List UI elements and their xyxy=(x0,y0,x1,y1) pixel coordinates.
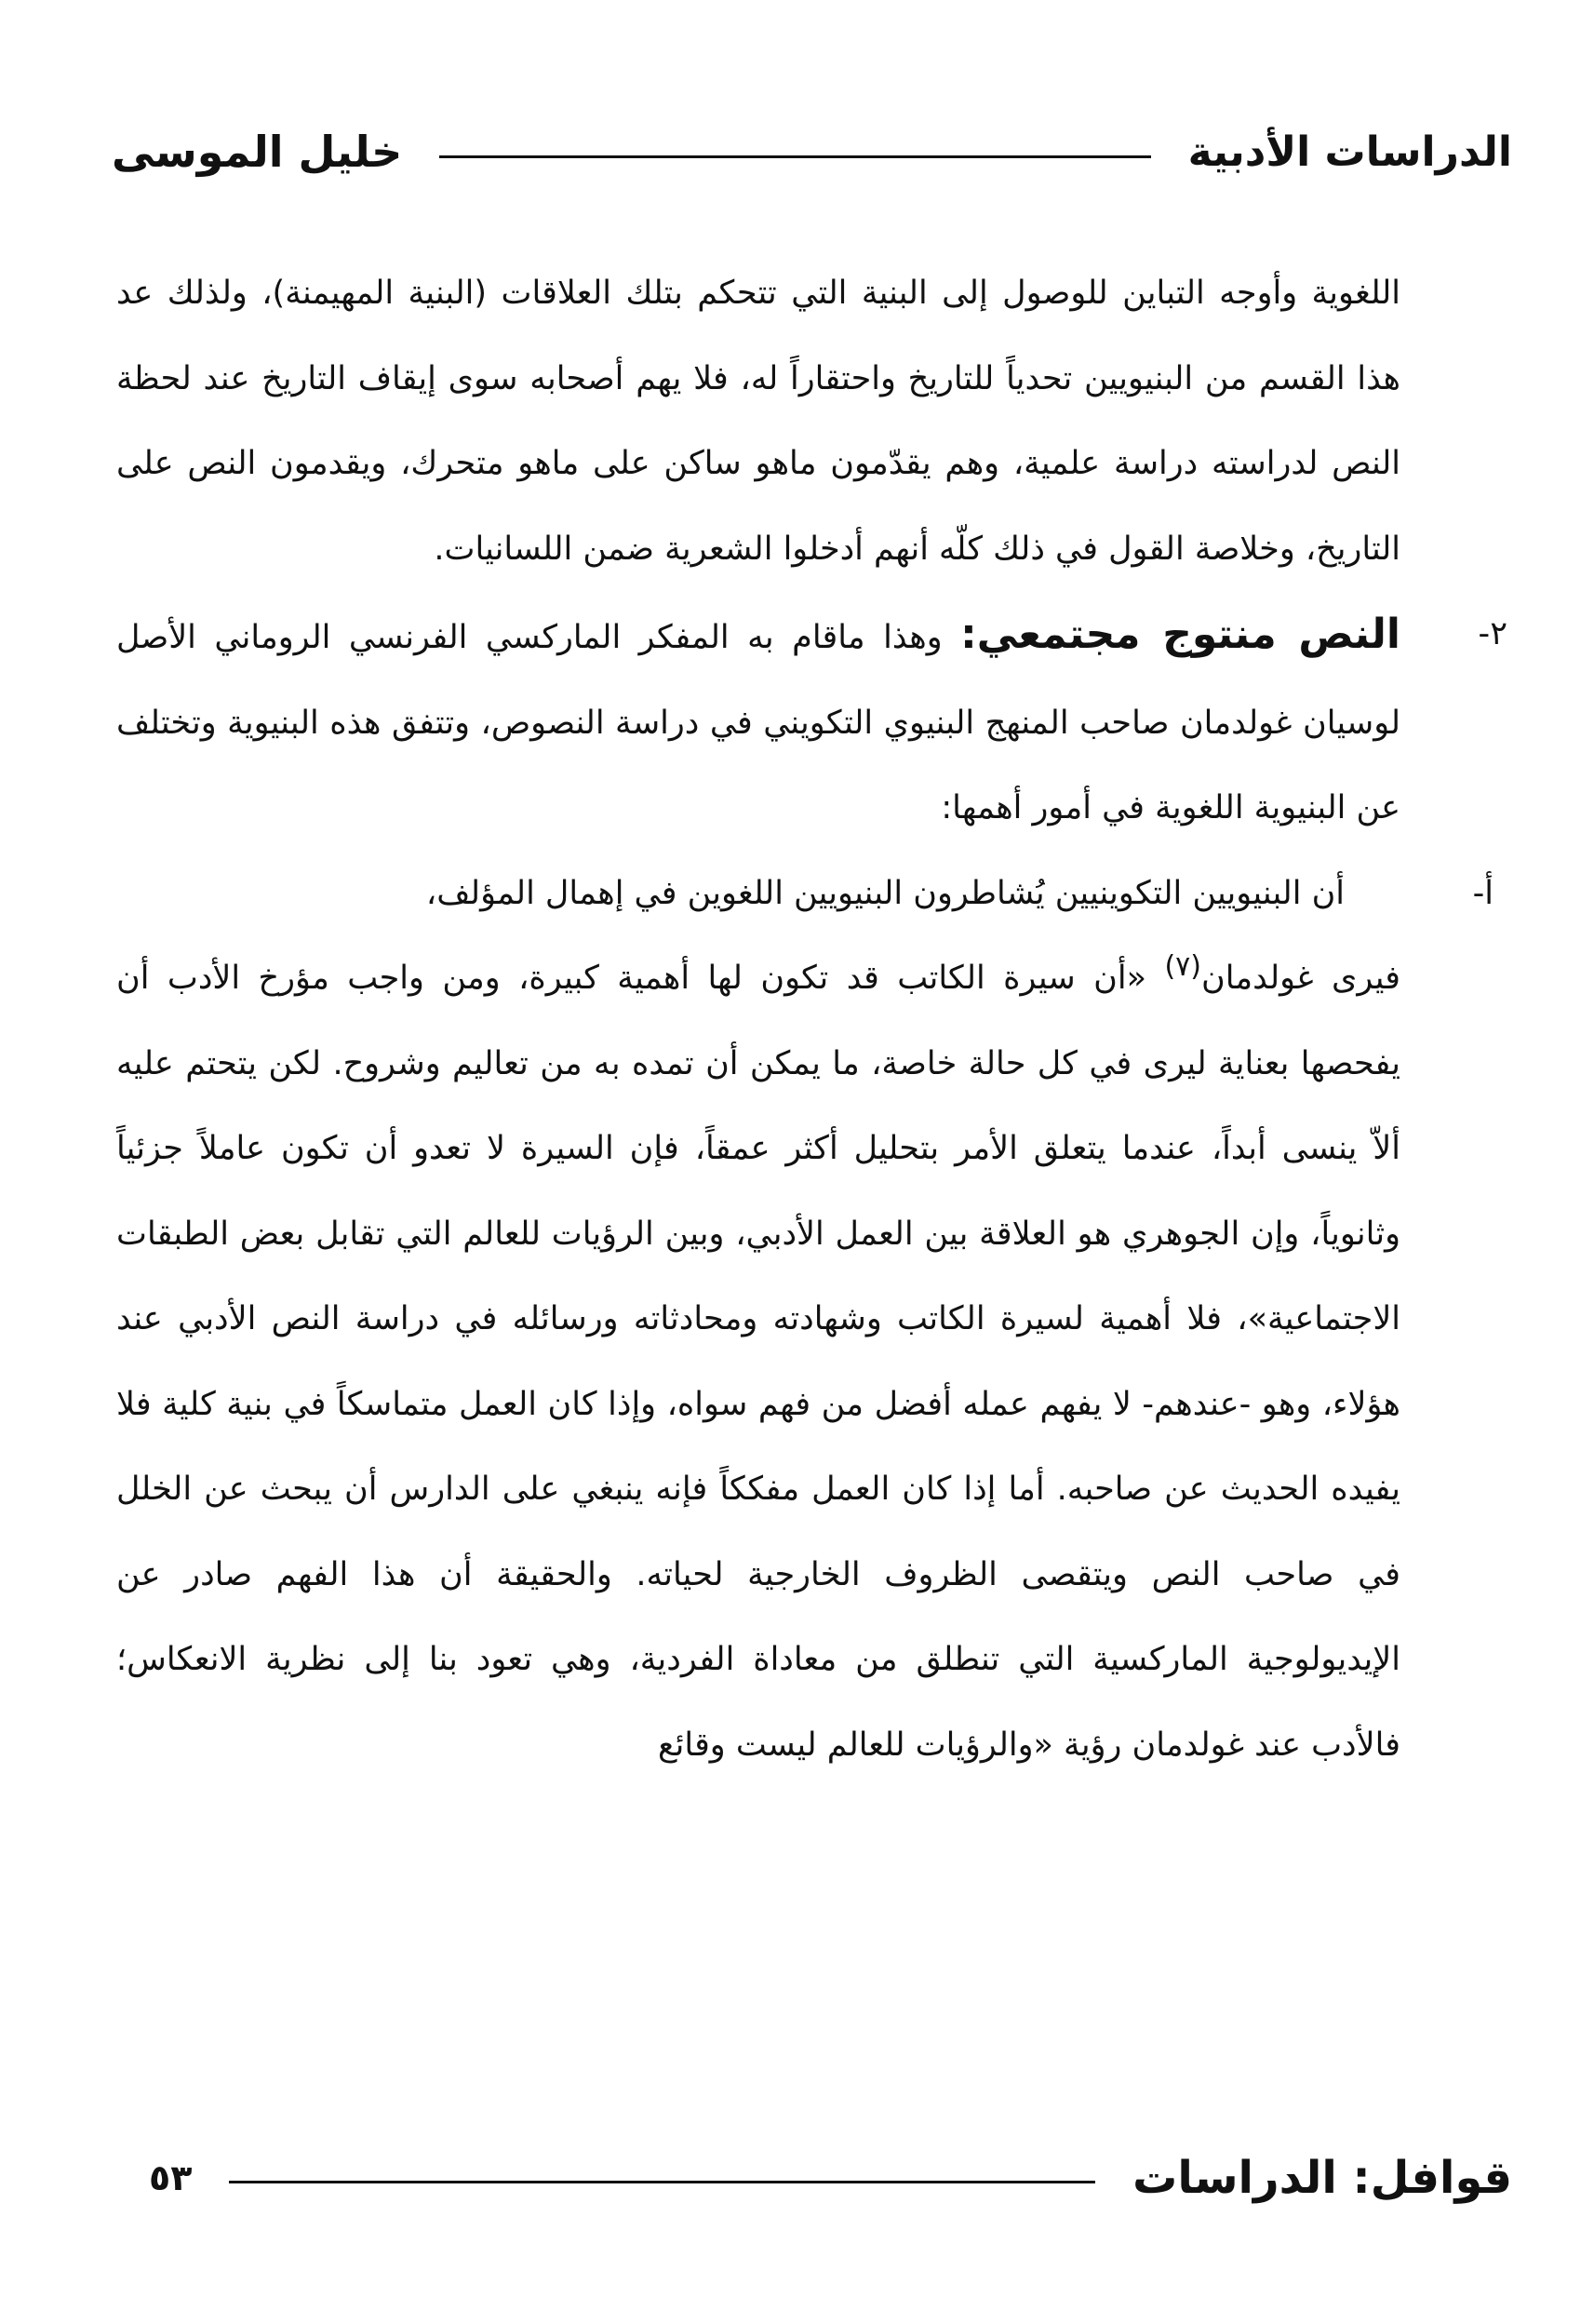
paragraph-1: اللغوية وأوجه التباين للوصول إلى البنية التي تتحكم بتلك العلاقات (البنية المهيمنة)، ولذلك عد هذا القسم من البنيويين تحدياً للتاريخ واحتقاراً له، فلا يهم أصحابه سوى إيقاف التاريخ عند لحظة النص لدراسته دراسة علمية، وهم يقدّمون ماهو ساكن على ماهو متحرك، ويقدمون النص على التاريخ، وخلاصة القول في ذلك كلّه أنهم أدخلوا الشعرية ضمن اللسانيات. xyxy=(116,275,1400,568)
author-name: خليل الموسى xyxy=(112,127,403,177)
item-number: ٢- xyxy=(1478,615,1507,652)
sub-item-a xyxy=(116,852,1494,937)
footnote-reference: (٧) xyxy=(1164,950,1202,983)
page-number: ٥٣ xyxy=(149,2157,193,2198)
quote-intro: فيرى غولدمان xyxy=(1201,960,1400,997)
list-item-2 xyxy=(116,592,1507,852)
item-heading: النص منتوج مجتمعي: xyxy=(960,611,1400,658)
series-title: قوافل: الدراسات xyxy=(1132,2152,1512,2204)
running-header xyxy=(112,110,1512,194)
footer-rule xyxy=(229,2181,1095,2183)
quote-paragraph xyxy=(116,936,1400,1788)
journal-title: الدراسات الأدبية xyxy=(1187,128,1512,176)
sub-item-first-line: أن البنيويين التكوينيين يُشاطرون البنيويين اللغوين في إهمال المؤلف، xyxy=(425,874,1345,912)
quote-text: «أن سيرة الكاتب قد تكون لها أهمية كبيرة، ومن واجب مؤرخ الأدب أن يفحصها بعناية ليرى في كل حالة خاصة، ما يمكن أن تمده به من تعاليم وشروح. لكن يتحتم عليه ألاّ ينسى أبداً، عندما يتعلق الأمر بتحليل أكثر عمقاً، فإن السيرة لا تعدو أن تكون عاملاً جزئياً وثانوياً، وإن الجوهري هو العلاقة بين العمل الأدبي، وبين الرؤيات للعالم التي تقابل بعض الطبقات الاجتماعية»، فلا أهمية لسيرة الكاتب وشهادته ومحادثاته ورسائله في دراسة النص الأدبي عند هؤلاء، وهو -عندهم- لا يفهم عمله أفضل من فهم سواه، وإذا كان العمل متماسكاً في بنية كلية فلا يفيده الحديث عن صاحبه. أما إذا كان العمل مفككاً فإنه ينبغي على الدارس أن يبحث عن الخلل في صاحب النص ويتقصى الظروف الخارجية لحياته. والحقيقة أن هذا الفهم صادر عن الإيديولوجية الماركسية التي تنطلق من معاداة الفردية، وهي تعود بنا إلى نظرية الانعكاس؛ فالأدب عند غولدمان رؤية «والرؤيات للعالم ليست وقائع xyxy=(116,960,1400,1764)
item-text: وهذا ماقام به المفكر الماركسي الفرنسي الروماني الأصل لوسيان غولدمان صاحب المنهج البنيوي التكويني في دراسة النصوص، وتتفق هذه البنيوية وتختلف عن البنيوية اللغوية في أمور أهمها: xyxy=(116,619,1400,826)
header-rule xyxy=(439,155,1150,158)
sub-item-letter: أ- xyxy=(1472,874,1494,912)
running-footer xyxy=(116,2141,1512,2215)
body-text xyxy=(116,251,1507,1788)
